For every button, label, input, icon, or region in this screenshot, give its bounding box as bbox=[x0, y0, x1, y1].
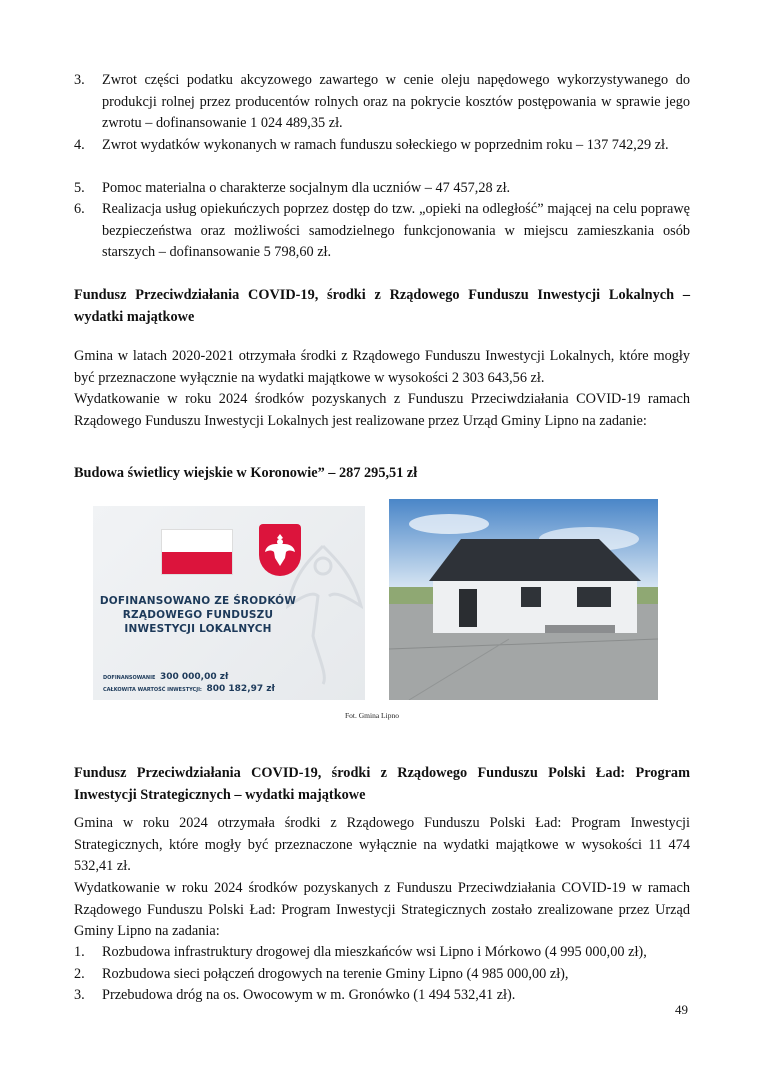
page-number: 49 bbox=[675, 1002, 688, 1017]
list-text: Zwrot wydatków wykonanych w ramach funduszu sołeckiego w poprzednim roku – 137 742,29 zł. bbox=[102, 137, 669, 153]
list-number: 4. bbox=[74, 137, 85, 153]
list-number: 3. bbox=[74, 72, 85, 88]
list-number: 1. bbox=[74, 944, 85, 960]
funding-label: DOFINANSOWANIE bbox=[103, 675, 156, 681]
list-item bbox=[74, 178, 690, 200]
list-number: 2. bbox=[74, 966, 85, 982]
total-value: 800 182,97 zł bbox=[206, 684, 275, 694]
board-title-line: INWESTYCJI LOKALNYCH bbox=[124, 623, 272, 635]
total-label: CAŁKOWITA WARTOŚĆ INWESTYCJI: bbox=[103, 687, 202, 693]
list-item bbox=[74, 135, 690, 157]
polish-emblem-icon bbox=[259, 524, 301, 576]
paragraph: Wydatkowanie w roku 2024 środków pozyskanych z Funduszu Przeciwdziałania COVID-19 ramach Rządowego Funduszu Inwestycji Lokalnych jest realizowane przez Urząd Gminy Lipno na zadanie: bbox=[74, 391, 690, 429]
task-title: Budowa świetlicy wiejskie w Koronowie” – 287 295,51 zł bbox=[74, 465, 418, 481]
list-number: 5. bbox=[74, 180, 85, 196]
board-title bbox=[93, 594, 303, 636]
list-text: Rozbudowa sieci połączeń drogowych na terenie Gminy Lipno (4 985 000,00 zł), bbox=[102, 966, 569, 982]
section-heading: Fundusz Przeciwdziałania COVID-19, środki z Rządowego Funduszu Polski Ład: Program Inwestycji Strategicznych – wydatki majątkowe bbox=[74, 765, 690, 803]
board-title-line: DOFINANSOWANO ZE ŚRODKÓW bbox=[99, 595, 297, 607]
paragraph: Gmina w latach 2020-2021 otrzymała środki z Rządowego Funduszu Inwestycji Lokalnych, które mogły być przeznaczone wyłącznie na wydatki majątkowe w wysokości 2 303 643,56 zł. bbox=[74, 348, 690, 386]
list-text: Realizacja usług opiekuńczych poprzez dostęp do tzw. „opieki na odległość” mającej na celu poprawę bezpieczeństwa oraz możliwości samodzielnego funkcjonowania w miejscu zamieszkania osób starszych – dofinansowanie 5 798,60 zł. bbox=[102, 201, 690, 260]
photo-caption: Fot. Gmina Lipno bbox=[345, 711, 399, 720]
section-heading: Fundusz Przeciwdziałania COVID-19, środki z Rządowego Funduszu Inwestycji Lokalnych – wydatki majątkowe bbox=[74, 287, 690, 325]
paragraph: Gmina w roku 2024 otrzymała środki z Rządowego Funduszu Polski Ład: Program Inwestycji Strategicznych, które mogły być przeznaczone wyłącznie na wydatki majątkowe w wysokości 11 474 532,41 zł. bbox=[74, 815, 690, 874]
list-item bbox=[74, 70, 690, 135]
list-number: 6. bbox=[74, 201, 85, 217]
paragraph: Wydatkowanie w roku 2024 środków pozyskanych z Funduszu Przeciwdziałania COVID-19 w ramach Rządowego Funduszu Polski Ład: Program Inwestycji Strategicznych zostało zrealizowane przez Urząd Gminy Lipno na zadania: bbox=[74, 880, 690, 939]
list-item bbox=[74, 942, 690, 964]
board-title-line: RZĄDOWEGO FUNDUSZU bbox=[122, 609, 274, 621]
list-text: Przebudowa dróg na os. Owocowym w m. Gronówko (1 494 532,41 zł). bbox=[102, 987, 516, 1003]
list-item bbox=[74, 985, 690, 1007]
board-total bbox=[103, 677, 275, 700]
list-text: Zwrot części podatku akcyzowego zawartego w cenie oleju napędowego wykorzystywanego do produkcji rolnej przez producentów rolnych oraz na pokrycie kosztów postępowania w sprawie jego zwrotu – dofinansowanie 1 024 489,35 zł. bbox=[102, 72, 690, 131]
building-illustration bbox=[389, 499, 658, 700]
polish-flag-icon bbox=[161, 529, 233, 575]
funding-value: 300 000,00 zł bbox=[159, 672, 229, 682]
list-item bbox=[74, 199, 690, 264]
funding-board-photo bbox=[93, 506, 365, 700]
list-text: Rozbudowa infrastruktury drogowej dla mieszkańców wsi Lipno i Mórkowo (4 995 000,00 zł), bbox=[102, 944, 647, 960]
list-item bbox=[74, 964, 690, 986]
list-text: Pomoc materialna o charakterze socjalnym dla uczniów – 47 457,28 zł. bbox=[102, 180, 511, 196]
community-hall-photo bbox=[389, 499, 658, 700]
list-number: 3. bbox=[74, 987, 85, 1003]
